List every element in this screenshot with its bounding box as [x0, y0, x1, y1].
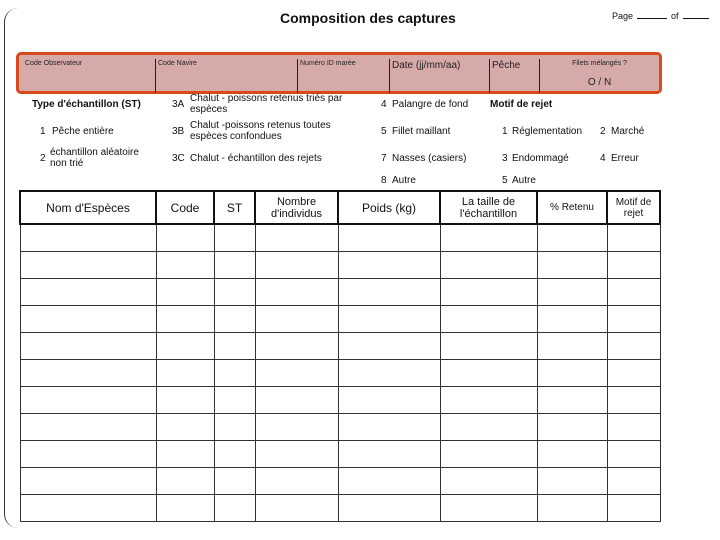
gear-code-8: 8 [381, 175, 387, 186]
discard-label-2: Marché [611, 126, 645, 137]
trip-id-field[interactable] [297, 59, 389, 93]
table-cell[interactable] [338, 386, 440, 413]
page-title: Composition des captures [280, 10, 456, 26]
column-header-count: Nombre d'individus [255, 191, 338, 224]
table-cell[interactable] [156, 359, 214, 386]
table-row [20, 467, 660, 494]
table-cell[interactable] [156, 440, 214, 467]
table-cell[interactable] [20, 467, 156, 494]
table-cell[interactable] [156, 494, 214, 521]
table-cell[interactable] [255, 278, 338, 305]
column-header-weight: Poids (kg) [338, 191, 440, 224]
table-cell[interactable] [607, 278, 660, 305]
mixed-nets-label: Filets mélangés ? [572, 60, 627, 67]
gear-code-4: 4 [381, 99, 387, 110]
trawl-code-3a: 3A [172, 99, 185, 110]
column-header-sample-size: La taille de l'échantillon [440, 191, 537, 224]
table-cell[interactable] [338, 224, 440, 251]
table-cell[interactable] [20, 278, 156, 305]
table-cell[interactable] [20, 413, 156, 440]
table-cell[interactable] [537, 305, 607, 332]
table-cell[interactable] [255, 305, 338, 332]
table-cell[interactable] [537, 251, 607, 278]
table-cell[interactable] [607, 305, 660, 332]
discard-label-1: Réglementation [512, 126, 583, 137]
page-number [612, 11, 709, 21]
table-row [20, 494, 660, 521]
table-cell[interactable] [338, 494, 440, 521]
trip-header-band [16, 52, 662, 94]
table-cell[interactable] [214, 440, 255, 467]
table-cell[interactable] [338, 251, 440, 278]
page-number-blank[interactable] [637, 18, 667, 19]
table-cell[interactable] [156, 386, 214, 413]
date-label: Date (jj/mm/aa) [392, 60, 461, 71]
table-cell[interactable] [214, 359, 255, 386]
gear-code-7: 7 [381, 153, 387, 164]
table-cell[interactable] [537, 413, 607, 440]
table-cell[interactable] [607, 494, 660, 521]
table-cell[interactable] [156, 251, 214, 278]
table-cell[interactable] [338, 467, 440, 494]
table-cell[interactable] [537, 494, 607, 521]
table-cell[interactable] [255, 467, 338, 494]
table-cell[interactable] [214, 332, 255, 359]
column-header-code: Code [156, 191, 214, 224]
table-cell[interactable] [338, 413, 440, 440]
gear-label-4: Palangre de fond [392, 99, 469, 110]
table-cell[interactable] [537, 359, 607, 386]
discard-label-3: Endommagé [512, 153, 569, 164]
table-cell[interactable] [338, 278, 440, 305]
table-row [20, 251, 660, 278]
table-cell[interactable] [607, 332, 660, 359]
table-cell[interactable] [537, 386, 607, 413]
gear-label-5: Fillet maillant [392, 126, 451, 137]
table-cell[interactable] [214, 386, 255, 413]
table-cell[interactable] [255, 224, 338, 251]
trawl-code-3c: 3C [172, 153, 185, 164]
table-row [20, 332, 660, 359]
table-cell[interactable] [440, 278, 537, 305]
table-cell[interactable] [440, 467, 537, 494]
table-cell[interactable] [214, 494, 255, 521]
table-header-row [20, 191, 660, 224]
table-cell[interactable] [338, 440, 440, 467]
table-cell[interactable] [440, 224, 537, 251]
table-row [20, 413, 660, 440]
table-cell[interactable] [440, 332, 537, 359]
table-cell[interactable] [255, 251, 338, 278]
sample-type-label-1: Pêche entière [52, 126, 114, 137]
table-cell[interactable] [214, 224, 255, 251]
table-cell[interactable] [440, 251, 537, 278]
discard-code-2: 2 [600, 126, 606, 137]
table-cell[interactable] [20, 305, 156, 332]
table-cell[interactable] [537, 440, 607, 467]
discard-code-5: 5 [502, 175, 508, 186]
trip-id-label: Numéro ID marée [300, 60, 356, 67]
catch-table-body [20, 224, 660, 522]
table-cell[interactable] [537, 278, 607, 305]
table-row [20, 386, 660, 413]
table-cell[interactable] [607, 413, 660, 440]
table-cell[interactable] [440, 305, 537, 332]
table-row [20, 440, 660, 467]
gear-label-8: Autre [392, 175, 416, 186]
observer-code-label: Code Observateur [25, 60, 83, 67]
mixed-nets-options[interactable]: O / N [587, 77, 612, 88]
table-cell[interactable] [214, 413, 255, 440]
table-cell[interactable] [214, 251, 255, 278]
table-cell[interactable] [440, 494, 537, 521]
table-cell[interactable] [156, 224, 214, 251]
catch-table [19, 190, 661, 522]
column-header-discard-reason: Motif de rejet [607, 191, 660, 224]
discard-title: Motif de rejet [490, 99, 553, 110]
sample-type-code-1: 1 [40, 126, 46, 137]
column-header-species-name: Nom d'Espèces [20, 191, 156, 224]
table-cell[interactable] [20, 332, 156, 359]
trawl-label-3a: Chalut - poissons retenus triés par espèces [190, 93, 343, 115]
vessel-code-field[interactable] [155, 59, 297, 93]
page-label: Page [612, 11, 634, 21]
fishing-label: Pêche [492, 60, 521, 71]
table-cell[interactable] [537, 224, 607, 251]
table-cell[interactable] [537, 332, 607, 359]
discard-label-4: Erreur [611, 153, 639, 164]
table-cell[interactable] [156, 332, 214, 359]
table-cell[interactable] [607, 224, 660, 251]
table-cell[interactable] [20, 224, 156, 251]
page-total-blank[interactable] [683, 18, 709, 19]
table-cell[interactable] [156, 305, 214, 332]
discard-label-5: Autre [512, 175, 536, 186]
table-cell[interactable] [338, 332, 440, 359]
table-cell[interactable] [255, 413, 338, 440]
table-cell[interactable] [156, 413, 214, 440]
table-cell[interactable] [20, 359, 156, 386]
of-label: of [671, 11, 679, 21]
table-cell[interactable] [440, 386, 537, 413]
table-cell[interactable] [255, 359, 338, 386]
table-cell[interactable] [214, 278, 255, 305]
table-cell[interactable] [338, 359, 440, 386]
table-cell[interactable] [440, 413, 537, 440]
table-cell[interactable] [255, 440, 338, 467]
date-field[interactable] [389, 59, 489, 93]
sample-type-title: Type d'échantillon (ST) [32, 99, 141, 110]
table-cell[interactable] [440, 359, 537, 386]
table-cell[interactable] [440, 440, 537, 467]
trawl-code-3b: 3B [172, 126, 185, 137]
fishing-field[interactable] [489, 59, 539, 93]
table-cell[interactable] [255, 332, 338, 359]
vessel-code-label: Code Navire [158, 60, 197, 67]
table-cell[interactable] [156, 278, 214, 305]
gear-code-5: 5 [381, 126, 387, 137]
sample-type-label-2: échantillon aléatoire non trié [50, 147, 139, 169]
column-header-st: ST [214, 191, 255, 224]
trawl-label-3b: Chalut -poissons retenus toutes espèces confondues [190, 120, 331, 142]
table-cell[interactable] [255, 386, 338, 413]
table-cell[interactable] [607, 359, 660, 386]
discard-code-3: 3 [502, 153, 508, 164]
table-cell[interactable] [607, 440, 660, 467]
table-cell[interactable] [20, 494, 156, 521]
observer-code-field[interactable] [23, 59, 155, 93]
table-cell[interactable] [20, 251, 156, 278]
table-cell[interactable] [255, 494, 338, 521]
table-cell[interactable] [338, 305, 440, 332]
discard-code-1: 1 [502, 126, 508, 137]
table-row [20, 359, 660, 386]
table-cell[interactable] [537, 467, 607, 494]
table-cell[interactable] [214, 305, 255, 332]
table-row [20, 224, 660, 251]
table-cell[interactable] [607, 251, 660, 278]
gear-label-7: Nasses (casiers) [392, 153, 467, 164]
table-cell[interactable] [607, 467, 660, 494]
table-cell[interactable] [20, 440, 156, 467]
table-cell[interactable] [20, 386, 156, 413]
sample-type-code-2: 2 [40, 153, 46, 164]
trawl-label-3c: Chalut - échantillon des rejets [190, 153, 322, 164]
column-header-retained-pct: % Retenu [537, 191, 607, 224]
table-row [20, 278, 660, 305]
table-cell[interactable] [156, 467, 214, 494]
table-row [20, 305, 660, 332]
discard-code-4: 4 [600, 153, 606, 164]
table-cell[interactable] [607, 386, 660, 413]
mixed-nets-field[interactable] [539, 59, 659, 93]
table-cell[interactable] [214, 467, 255, 494]
